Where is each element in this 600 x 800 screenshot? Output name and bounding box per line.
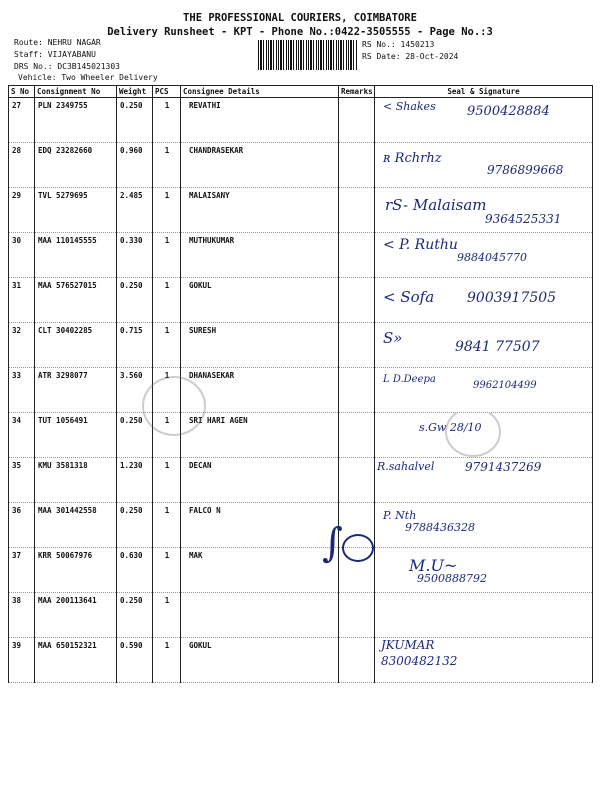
vehicle-line [18,73,158,82]
row-pcs: 1 [153,143,181,188]
signature-phone: 8300482132 [381,654,458,668]
row-consignee: CHANDRASEKAR [181,143,339,188]
row-remarks [339,413,375,458]
signature-scribble: ʀ Rchrhz [383,151,442,166]
row-signature [375,548,593,593]
table-row [9,638,593,683]
signature-phone: 9788436328 [405,521,475,534]
row-consignment-no: MAA 200113641 [35,593,117,638]
signature-scribble: L D.Deepa [383,374,436,385]
row-consignment-no: KRR 50067976 [35,548,117,593]
row-consignee: MUTHUKUMAR [181,233,339,278]
row-pcs: 1 [153,503,181,548]
signature-scribble: JKUMAR [381,638,435,652]
signature-phone: 9841 77507 [455,339,540,355]
table-row [9,548,593,593]
row-consignment-no: EDQ 23282660 [35,143,117,188]
row-consignee: GOKUL [181,638,339,683]
signature-scribble: R.sahalvel [377,460,435,473]
row-weight: 0.250 [117,503,153,548]
rs-no-value: 1450213 [400,40,435,49]
row-pcs: 1 [153,98,181,143]
signature-scribble: < Sofa [383,288,435,306]
row-signature [375,458,593,503]
row-consignee: MAK [181,548,339,593]
signature-scribble: < Shakes [383,100,436,113]
row-remarks [339,368,375,413]
row-sno: 33 [9,368,35,413]
row-pcs: 1 [153,638,181,683]
row-sno: 34 [9,413,35,458]
signature-scribble: s.Gw 28/10 [419,421,482,434]
row-sno: 27 [9,98,35,143]
col-header-weight: Weight [117,86,153,98]
row-sno: 39 [9,638,35,683]
row-remarks [339,233,375,278]
row-consignment-no: MAA 650152321 [35,638,117,683]
col-header-pcs: PCS [153,86,181,98]
row-weight: 1.230 [117,458,153,503]
drs-value: DC3B145021303 [57,62,120,71]
table-row [9,98,593,143]
row-pcs: 1 [153,188,181,233]
col-header-consignee: Consignee Details [181,86,339,98]
row-signature [375,413,593,458]
row-pcs: 1 [153,458,181,503]
row-consignee: MALAISANY [181,188,339,233]
row-remarks [339,458,375,503]
row-signature [375,503,593,548]
row-remarks [339,143,375,188]
row-pcs: 1 [153,593,181,638]
row-consignee: REVATHI [181,98,339,143]
row-sno: 38 [9,593,35,638]
runsheet-table [8,85,593,683]
vehicle-value: Two Wheeler Delivery [61,73,158,82]
rs-no-label: RS No.: [362,40,396,49]
row-consignee: DHANASEKAR [181,368,339,413]
row-consignment-no: TVL 5279695 [35,188,117,233]
col-header-remarks: Remarks [339,86,375,98]
table-row [9,458,593,503]
row-weight: 0.630 [117,548,153,593]
row-signature [375,233,593,278]
signature-phone: 9786899668 [487,163,564,177]
company-name: THE PROFESSIONAL COURIERS, COIMBATORE [183,12,417,24]
row-consignee: GOKUL [181,278,339,323]
barcode [258,40,358,70]
rs-date-line [362,52,458,61]
row-pcs: 1 [153,413,181,458]
row-signature [375,98,593,143]
row-weight: 0.250 [117,278,153,323]
signature-phone: 9364525331 [485,212,562,226]
signature-phone: 9500428884 [467,104,550,119]
table-row [9,143,593,188]
table-row [9,413,593,458]
signature-phone: 9791437269 [465,460,542,474]
signature-phone: 9003917505 [467,290,557,306]
row-pcs: 1 [153,233,181,278]
row-consignment-no: MAA 301442558 [35,503,117,548]
row-weight: 0.960 [117,143,153,188]
row-pcs: 1 [153,368,181,413]
runsheet-title: Delivery Runsheet - KPT - Phone No.:0422-3505555 - Page No.:3 [107,26,493,38]
signature-scribble: < P. Ruthu [383,237,458,253]
staff-label: Staff: [14,50,43,59]
row-sno: 31 [9,278,35,323]
rs-date-value: 28-Oct-2024 [405,52,459,61]
row-weight: 3.560 [117,368,153,413]
table-row [9,233,593,278]
drs-label: DRS No.: [14,62,53,71]
table-row [9,278,593,323]
row-consignee: SURESH [181,323,339,368]
row-signature [375,638,593,683]
table-row [9,503,593,548]
row-sno: 36 [9,503,35,548]
row-weight: 0.330 [117,233,153,278]
row-sno: 29 [9,188,35,233]
faded-seal-stamp [142,376,206,436]
drs-line [14,62,120,71]
staff-value: VIJAYABANU [47,50,96,59]
route-label: Route: [14,38,43,47]
row-remarks [339,98,375,143]
row-weight: 0.590 [117,638,153,683]
staff-line [14,50,96,59]
row-consignment-no: ATR 3298077 [35,368,117,413]
table-row [9,323,593,368]
row-consignment-no: PLN 2349755 [35,98,117,143]
handwritten-mark: ∫ [322,520,343,566]
row-consignee: FALCO N [181,503,339,548]
circled-mark [342,534,374,562]
row-consignee [181,593,339,638]
row-signature [375,323,593,368]
row-consignment-no: KMU 3581318 [35,458,117,503]
row-weight: 2.485 [117,188,153,233]
col-header-signature: Seal & Signature [375,86,593,98]
row-sno: 32 [9,323,35,368]
row-signature [375,593,593,638]
row-remarks [339,323,375,368]
table-row [9,188,593,233]
seal-stamp [445,413,501,458]
signature-scribble: M.U~ [409,556,458,575]
row-weight: 0.250 [117,593,153,638]
row-weight: 0.250 [117,413,153,458]
row-weight: 0.250 [117,98,153,143]
signature-scribble: rS- Malaisam [385,196,487,214]
route-line [14,38,101,47]
row-sno: 30 [9,233,35,278]
row-sno: 28 [9,143,35,188]
col-header-sno: S No [9,86,35,98]
row-signature [375,368,593,413]
signature-phone: 9500888792 [417,572,487,585]
row-sno: 35 [9,458,35,503]
signature-phone: 9962104499 [473,380,537,391]
row-signature [375,143,593,188]
col-header-consignment: Consignment No [35,86,117,98]
vehicle-label: Vehicle: [18,73,57,82]
row-consignment-no: MAA 576527015 [35,278,117,323]
row-consignment-no: CLT 30402285 [35,323,117,368]
signature-scribble: P. Nth [383,509,417,522]
row-sno: 37 [9,548,35,593]
row-remarks [339,278,375,323]
table-row [9,368,593,413]
row-remarks [339,188,375,233]
row-consignee: DECAN [181,458,339,503]
rs-date-label: RS Date: [362,52,401,61]
row-remarks [339,593,375,638]
row-pcs: 1 [153,548,181,593]
row-weight: 0.715 [117,323,153,368]
row-signature [375,278,593,323]
signature-phone: 9884045770 [457,251,527,264]
row-consignee: SRI HARI AGEN [181,413,339,458]
table-header-row [9,86,593,98]
route-value: NEHRU NAGAR [47,38,101,47]
row-signature [375,188,593,233]
row-pcs: 1 [153,278,181,323]
signature-scribble: Ѕ» [383,329,403,347]
table-row [9,593,593,638]
rs-no-line [362,40,434,49]
row-pcs: 1 [153,323,181,368]
row-consignment-no: TUT 1056491 [35,413,117,458]
row-remarks [339,638,375,683]
row-consignment-no: MAA 110145555 [35,233,117,278]
